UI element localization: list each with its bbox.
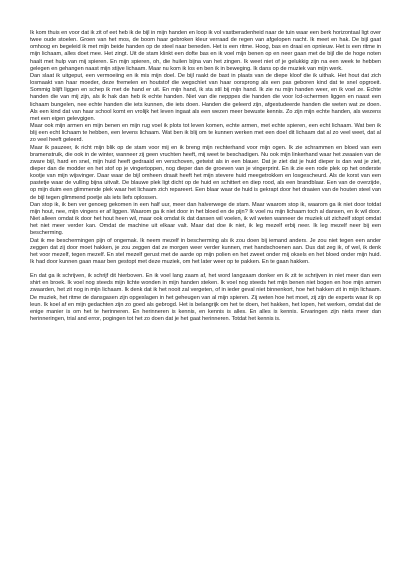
paragraph-7: En dat ga ik schrijven, ik schrijf dit hierboven. En ik voel lang zaam af, het word langzaam donker en ik zit te schrijven in niet meer dan een shirt en broek. Ik voel nog steeds mijn lichte wonden in mijn handen steken. Ik voel nog steeds het mijn benen niet bogen en hoe mijn armen zwaarden, het zit nog in mijn lichaam. Ik denk dat ik het nooit zal vergeten, of in ieder geval niet binnenkort, hoe het hakken zit in mijn lichaam. De muziek, het ritme de dansgasen zijn opgeslagen in het geheugen van al mijn spieren. Zij weten hoe het moet, zij zijn de experts waar ik op leun. Ik koel af en mijn gedachten zijn zo goed als gebrogd. Het is belangrijk om het te doen, het hakken, het lopen, het werken, omdat dat de enige manier is om het te herinneren. En herinneren is kennis, en kennis is alles. En alles is kennis. Ervaringen zijn niets meer dan herinneringen, trial and error, pogingen tot het zo doen dat je het gaat herinneren. Totdat het kennis is. [30,273,381,323]
paragraph-2: Dan slaat ik uitgeput, een vermoeiing en ik mis mijn doel. De bijl raakt de bast in plaats van de diepe kloof die ik uithak. Het hout dat zich losmaakt van haar moeder, deze fremelen en houtstof die wegschiet van haar oorsprong als een pas geboren kind dat te snel opgroeit. Sommig blijft liggen en schep ik met de hand er uit. En mijn hand, ik sta stil bij mijn hand. Ik zie nu mijn handen weer, en ik voel ze. Echte handen die van mij zijn, als ik hak dan heb ik echte handen. Niet van die nepppes die handen die voor lcd-schermen liggen en naast een lichaam bungelen, nee echte handen die iets kunnen, die iets doen. Handen die geleerd zijn, afgestudeerde handen die weten wat ze doen. Als een kind dat van haar school komt en vrolijk het leven ingaat als een wezen meer bewuste kennis. Zo zijn mijn echte handen, als wezens met een eigen gelevgigen. [30,72,381,122]
paragraph-gap [30,266,381,273]
document-body [30,30,381,323]
paragraph-1: Ik kom thuis en voor dat ik zit of eet heb ik de bijl in mijn handen en loop ik vol vastberadenheid naar de tuin waar een berk horizontaal ligt over twee oude stoelen. Groen van het mos, de boom haar gebroken kleur verraad de regen van afgelopen nacht. Ik meet en hak. De bijl gaat omhoog en begeleid ik met mijn beide handen op de steel naar beneden. Het is een ritme. Hoog, bas en draai en opnieuw. Het is een ritme in mijn lichaam, alles doet mee. Het zingt. Uit de stam klinkt een dofte bas en ik voel mijn benen op en neer gaan met de bijl die de hoge noten haalt met hulp van mij spieren. En mijn spieren, oh, die huilen bijna van het zingen. Ik weet niet of je gelukkig zijn na een week te hebben gelegen en gehangen naast mijn stijve lichaam. Maar nu kom ik los en ben ik in beweging. Ik dans op de muziek van mijn werk. [30,30,381,72]
paragraph-5: Dan stop ik, ik ben ver genoeg gekomen in een half uur, meer dan halverwege de stam. Maar waarom stop ik, waarom ga ik niet door totdat mijn hout, nee, mijn vingers er af liggen. Waarom ga ik niet door in het bloed en de pijn? Ik voel nu mijn lichaam toch al dansen, en ik wil door. Niet alleen omdat ik door het hout heen wil, maar ook omdat ik dat dansen wil voelen, ik wil weten wanneer de muziek uit zichzelf stopt omdat het niet meer verder kan. Omdat de machine uit elkaar valt. Maar dat doe ik niet, ik leg mezelf erbij neer. Ik leg mezelf neer bij een bescherming. [30,201,381,237]
paragraph-6: Dat ik me beschermingen pijn of ongemak. Ik neem mezelf in bescherming als ik zou doen bij iemand anders. Je zou niet tegen een ander zeggen dat zij door moet hakken, je zou zeggen dat ze morgen weer verder kunnen, met handschoenen aan. Dus dat zeg ik, of wel, ik denk het voor mezelf, tegen mezelf. En stel mezelf gerust met de aarde op mijn polien en het zweet onder mij oksels en het bloed onder mijn huid. Ik had door kunnen gaan maar ben gestopt met deze muziek, om het later weer op te pakken. En te gaan hakken. [30,237,381,265]
paragraph-4: Maar ik pauzeer, ik richt mijn blik op de stam voor mij en ik breng mijn rechterhand voor mijn ogen. Ik zie schrammen en bloed van een bramenstruik, die ook in de winter, wanneer zij geen vruchten heeft, mij weet te beschadigen. Nu ook mijn linkerhand waar het zwaaien van de zware bijl, hard en snel, mijn huid heeft gedraaid en verschoven, getwist als in een blauer. Dat je ziet dat je huid dieper is dan wat je ziet, dieper dan de modder en het stof op je vingertoppen, nog dieper dan de groeven van je vingerprint. En ik zie een rode plek op het onderste kootje van mijn wijsvinger. Daar waar de bijl omheen draait heeft het mijn stevere huid meegetrokken en losgescheurd. Als de korst van een pastetje waar de vulling bijna uitvalt. De blauwe plek ligt dicht op de huid en schittert en diep rood, als een brandblaar. Een van de overzijde, op mijn duim een glimmende plek waar het lichaam zich repareert. Een blaar waar de huid is gekrapt door het draaien van de houten steel van de bijl tegen glimmend poetje als iets liefs oplossen. [30,144,381,201]
paragraph-3: Maar ook mijn armen en mijn benen en mijn rug voel ik plots tot leven komen, echte armen, met echte spieren, een echt lichaam. Wat ben ik blij een echt lichaam te hebben, een levens lichaam. Wat ben ik blij om te kunnen werken met een doel dit lichaam dat al zo veel weet, dat al zo veel heeft geleerd. [30,123,381,144]
